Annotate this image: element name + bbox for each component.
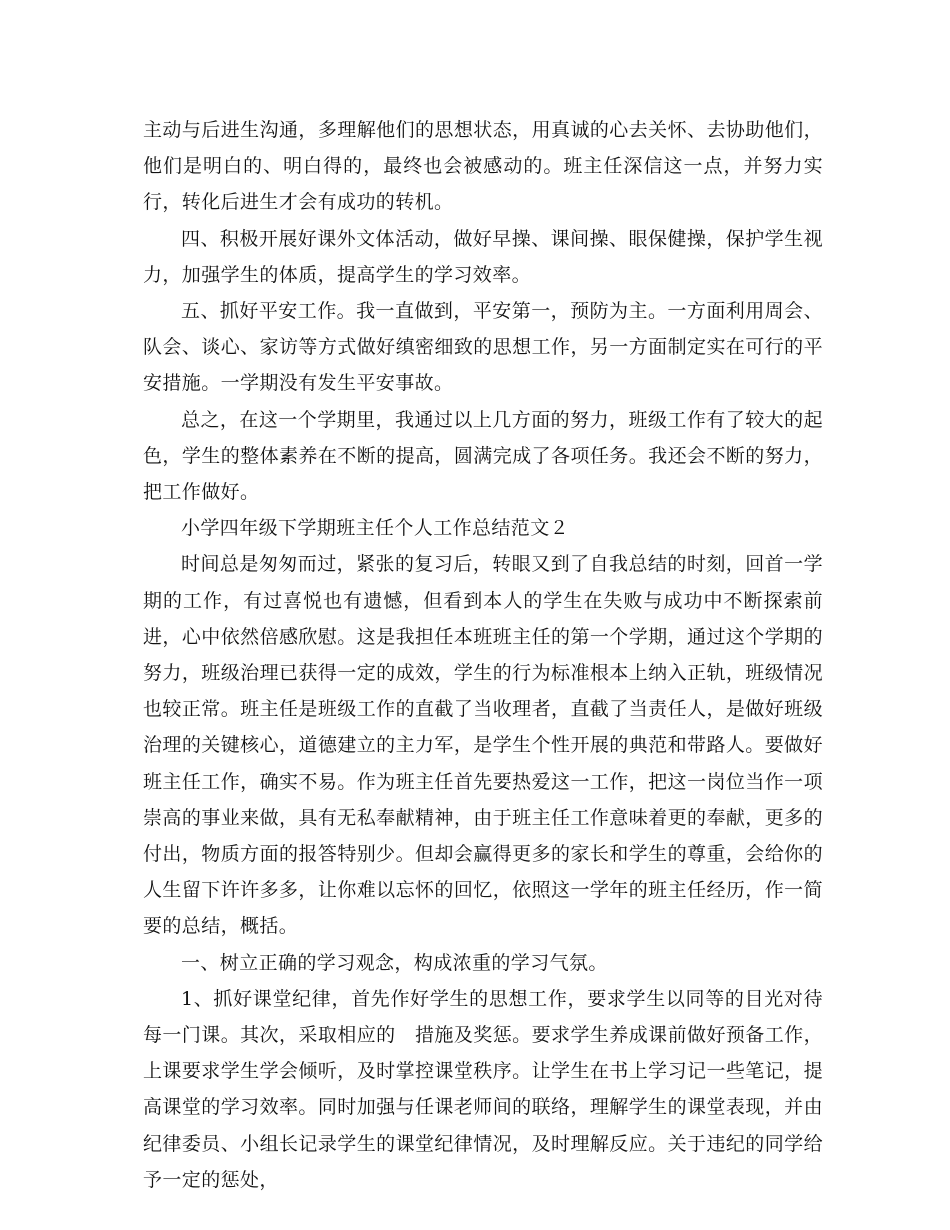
paragraph-extracurricular-activities: 四、积极开展好课外文体活动，做好早操、课间操、眼保健操，保护学生视力，加强学生的体质，提高学生的学习效率。 xyxy=(143,227,823,286)
paragraph-safety-work: 五、抓好平安工作。我一直做到，平安第一，预防为主。一方面利用周会、队会、谈心、家访等方式做好缜密细致的思想工作，另一方面制定实在可行的平安措施。一学期没有发生平安事故。 xyxy=(143,300,823,395)
paragraph-study-atmosphere-heading: 一、树立正确的学习观念，构成浓重的学习气氛。 xyxy=(181,951,608,974)
paragraph-summary-conclusion: 总之，在这一个学期里，我通过以上几方面的努力，班级工作有了较大的起色，学生的整体素养在不断的提高，圆满完成了各项任务。我还会不断的努力，把工作做好。 xyxy=(143,408,823,504)
paragraph-classroom-discipline: 1、抓好课堂纪律，首先作好学生的思想工作，要求学生以同等的目光对待每一门课。其次，采取相应的 措施及奖惩。要求学生养成课前做好预备工作，上课要求学生学会倾听，及时掌控课堂秩序。让学生在书上学习记一些笔记，提高课堂的学习效率。同时加强与任课老师间的联络，理解学生的课堂表现，并由纪律委员、小组长记录学生的课堂纪律情况，及时理解反应。关于违纪的同学给予一定的惩处， xyxy=(143,987,823,1191)
paragraph-continuation: 主动与后进生沟通，多理解他们的思想状态，用真诚的心去关怀、去协助他们，他们是明白的、明白得的，最终也会被感动的。班主任深信这一点，并努力实行，转化后进生才会有成功的转机。 xyxy=(143,119,823,214)
paragraph-introduction: 时间总是匆匆而过，紧张的复习后，转眼又到了自我总结的时刻，回首一学期的工作，有过喜悦也有遗憾，但看到本人的学生在失败与成功中不断探索前进，心中依然倍感欣慰。这是我担任本班班主任的第一个学期，通过这个学期的努力，班级治理已获得一定的成效，学生的行为标准根本上纳入正轨，班级情况也较正常。班主任是班级工作的直截了当收理者，直截了当责任人，是做好班级治理的关键核心，道德建立的主力军，是学生个性开展的典范和带路人。要做好班主任工作，确实不易。作为班主任首先要热爱这一工作，把这一岗位当作一项崇高的事业来做，具有无私奉献精神，由于班主任工作意味着更的奉献，更多的付出，物质方面的报答特别少。但却会赢得更多的家长和学生的尊重，会给你的人生留下许许多多，让你难以忘怀的回忆，依照这一学年的班主任经历，作一简要的总结，概括。 xyxy=(143,553,823,938)
section-heading-sample-2: 小学四年级下学期班主任个人工作总结范文２ xyxy=(181,517,570,540)
document-body xyxy=(143,112,823,1198)
